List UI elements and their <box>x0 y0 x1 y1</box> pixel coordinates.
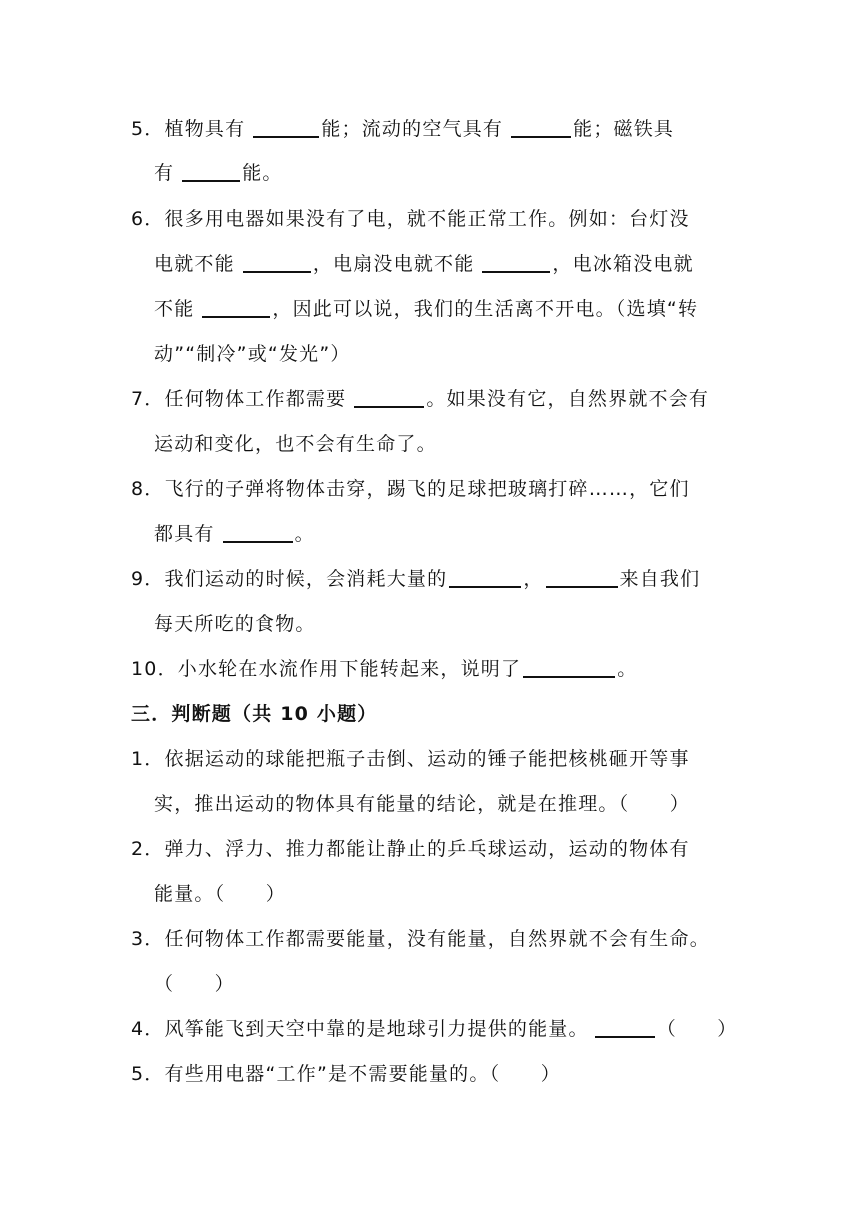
question-text: 都具有 <box>154 523 215 545</box>
question-text: 依据运动的球能把瓶子击倒、运动的锤子能把核桃砸开等事 <box>164 748 690 770</box>
question-text: 有些用电器“工作”是不需要能量的。（ ） <box>164 1063 561 1085</box>
question-text: 每天所吃的食物。 <box>154 613 316 635</box>
question-text: 能。 <box>242 162 283 184</box>
section-heading-text: 三．判断题（共 10 小题） <box>131 703 378 725</box>
question-number: 10． <box>131 658 178 680</box>
question-text: 。 <box>617 658 638 680</box>
question-number: 1． <box>131 748 165 770</box>
question-number: 3． <box>131 928 165 950</box>
question-text: 风筝能飞到天空中靠的是地球引力提供的能量。 <box>164 1018 589 1040</box>
answer-blank[interactable] <box>482 251 550 273</box>
question-7-line-2 <box>154 431 860 457</box>
question-text: 有 <box>154 162 175 184</box>
answer-blank[interactable] <box>223 521 293 543</box>
question-text: 能量。（ ） <box>154 883 286 905</box>
question-text: 很多用电器如果没有了电，就不能正常工作。例如：台灯没 <box>164 208 690 230</box>
answer-blank[interactable] <box>546 566 618 588</box>
question-text: 弹力、浮力、推力都能让静止的乒乓球运动，运动的物体有 <box>164 838 690 860</box>
question-text: 任何物体工作都需要能量，没有能量，自然界就不会有生命。 <box>164 928 710 950</box>
question-9-line-1 <box>131 566 860 592</box>
question-text: 电就不能 <box>154 253 235 275</box>
answer-blank[interactable] <box>449 566 521 588</box>
answer-blank[interactable] <box>595 1016 655 1038</box>
question-text: （ ） <box>154 973 235 995</box>
question-text: 不能 <box>154 298 195 320</box>
question-number: 6． <box>131 208 165 230</box>
question-8-line-2 <box>154 521 860 547</box>
question-text: 运动和变化，也不会有生命了。 <box>154 433 437 455</box>
question-text: 。如果没有它，自然界就不会有 <box>426 388 710 410</box>
judge-question-1-line-2 <box>154 791 860 817</box>
question-5-line-2 <box>154 160 860 186</box>
answer-blank[interactable] <box>511 116 571 138</box>
question-text: ，电冰箱没电就 <box>552 253 694 275</box>
judge-question-4-line-1 <box>131 1016 860 1042</box>
question-text: ， <box>523 568 544 590</box>
question-text: （ ） <box>656 1018 738 1040</box>
question-number: 9． <box>131 568 165 590</box>
question-text: 小水轮在水流作用下能转起来，说明了 <box>177 658 522 680</box>
judge-question-5-line-1 <box>131 1061 860 1087</box>
question-text: 植物具有 <box>164 118 246 140</box>
question-6-line-4 <box>154 341 860 367</box>
question-text: 能；流动的空气具有 <box>321 118 504 140</box>
question-text: 能；磁铁具 <box>573 118 675 140</box>
question-text: 实，推出运动的物体具有能量的结论，就是在推理。（ ） <box>154 793 690 815</box>
question-text: 任何物体工作都需要 <box>164 388 347 410</box>
question-6-line-2 <box>154 251 860 277</box>
judge-question-3-line-2 <box>154 971 860 997</box>
question-5-line-1 <box>131 116 860 142</box>
answer-blank[interactable] <box>202 296 270 318</box>
question-8-line-1 <box>131 476 860 502</box>
answer-blank[interactable] <box>253 116 319 138</box>
question-text: 飞行的子弹将物体击穿，踢飞的足球把玻璃打碎……，它们 <box>164 478 690 500</box>
judge-question-2-line-1 <box>131 836 860 862</box>
question-number: 8． <box>131 478 165 500</box>
answer-blank[interactable] <box>243 251 311 273</box>
question-7-line-1 <box>131 386 860 412</box>
answer-blank[interactable] <box>523 656 615 678</box>
question-text: ，电扇没电就不能 <box>312 253 475 275</box>
answer-blank[interactable] <box>182 160 240 182</box>
judge-question-2-line-2 <box>154 881 860 907</box>
question-9-line-2 <box>154 611 860 637</box>
question-number: 7． <box>131 388 165 410</box>
question-number: 5． <box>131 118 165 140</box>
question-6-line-1 <box>131 206 860 232</box>
question-text: 。 <box>294 523 315 545</box>
question-text: 我们运动的时候，会消耗大量的 <box>164 568 448 590</box>
question-6-line-3 <box>154 296 860 322</box>
question-text: 动”“制冷”或“发光”） <box>154 343 351 365</box>
question-text: ，因此可以说，我们的生活离不开电。（选填“转 <box>272 298 699 320</box>
judge-question-1-line-1 <box>131 746 860 772</box>
question-number: 5． <box>131 1063 165 1085</box>
section-heading <box>131 701 860 727</box>
question-number: 4． <box>131 1018 165 1040</box>
question-10-line-1 <box>131 656 860 682</box>
question-text: 来自我们 <box>619 568 701 590</box>
question-number: 2． <box>131 838 165 860</box>
judge-question-3-line-1 <box>131 926 860 952</box>
answer-blank[interactable] <box>354 386 424 408</box>
